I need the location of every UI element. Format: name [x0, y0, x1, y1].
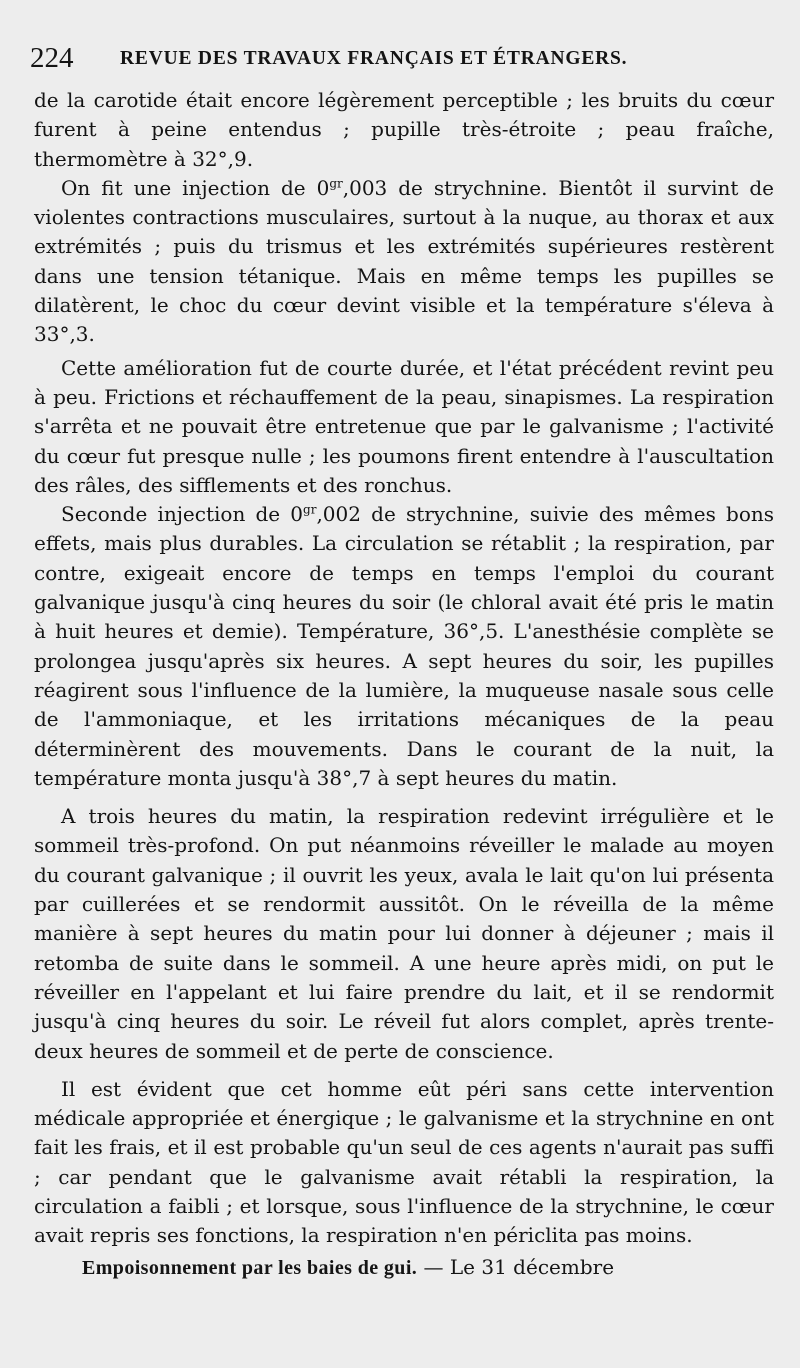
paragraph-amelioration: Cette amélioration fut de courte durée, et l'état précédent revint peu à peu. Frictions et réchauffement de la peau, sinapismes. La respiration s'arrêta et ne pouvait être entretenue que par le galvanisme ; l'activité du cœur fut presque nulle ; les poumons firent entendre à l'auscultation des râles, des sifflements et des ronchus. — [34, 355, 774, 497]
section-heading-continuation: — Le 31 décembre — [417, 1254, 615, 1279]
paragraph-first-injection — [34, 174, 774, 350]
paragraph-second-injection-text: de strychnine, suivie des mêmes bons effets, mais plus durables. La circulation se rétablit ; la respiration, par contre, exigeait encore de temps en temps l'emploi du courant galvanique jusqu'à cinq heures du soir (le chloral avait été pris le matin à huit heures et demie). Température, 36°,5. L'anesthésie complète se prolongea jusqu'après six heures. A sept heures du soir, les pupilles réagirent sous l'influence de la lumière, la muqueuse nasale sous celle de l'ammoniaque, et les irritations mécaniques de la peau déterminèrent des mouvements. Dans le courant de la nuit, la température monta jusqu'à 38°,7 à sept heures du matin. — [34, 502, 774, 790]
dose-2-after: ,002 — [316, 502, 372, 527]
section-heading-title: Empoisonnement par les baies de gui. — [82, 1256, 418, 1279]
page-number: 224 — [30, 42, 74, 74]
paragraph-conclusion: Il est évident que cet homme eût péri sans cette intervention médicale appropriée et énergique ; le galvanisme et la strychnine en ont fait les frais, et il est probable qu'un seul de ces agents n'aurait pas suffi ; car pendant que le galvanisme avait rétabli la respiration, la circulation a faibli ; et lorsque, sous l'influence de la strychnine, le cœur avait repris ses fonctions, la respiration n'en périclita pas moins. — [34, 1076, 774, 1248]
dose-1-after: ,003 de strychnine. — [342, 175, 559, 200]
paragraph-first-injection-text: Bientôt il survint de violentes contractions musculaires, surtout à la nuque, au thorax et aux extrémités ; puis du trismus et les extrémités supérieures restèrent dans une tension tétanique. Mais en même temps les pupilles se dilatèrent, le choc du cœur devint visible et la température s'éleva à 33°,3. — [34, 175, 774, 347]
dose-2-before: Seconde injection de 0 — [61, 502, 304, 527]
dose-1-unit: gr — [329, 176, 343, 191]
dose-2-unit: gr — [303, 502, 317, 517]
paragraph-three-am: A trois heures du matin, la respiration redevint irrégulière et le sommeil très-profond. On put néanmoins réveiller le malade au moyen du courant galvanique ; il ouvrit les yeux, avala le lait qu'on lui présenta par cuillerées et se rendormit aussitôt. On le réveilla de la même manière à sept heures du matin pour lui donner à déjeuner ; mais il retomba de suite dans le sommeil. A une heure après midi, on put le réveiller en l'appelant et lui faire prendre du lait, et il se rendormit jusqu'à cinq heures du soir. Le réveil fut alors complet, après trente-deux heures de sommeil et de perte de conscience. — [34, 804, 774, 1063]
dose-1-before: On fit une injection de 0 — [61, 175, 330, 200]
running-title: REVUE DES TRAVAUX FRANÇAIS ET ÉTRANGERS. — [120, 48, 628, 69]
section-heading-line — [34, 1253, 774, 1283]
page-header — [30, 38, 770, 74]
paragraph-second-injection — [34, 500, 774, 793]
paragraph-carotid: de la carotide était encore légèrement perceptible ; les bruits du cœur furent à peine entendus ; pupille très-étroite ; peau fraîche, thermomètre à 32°,9. — [34, 88, 774, 171]
article-body — [34, 86, 774, 1283]
